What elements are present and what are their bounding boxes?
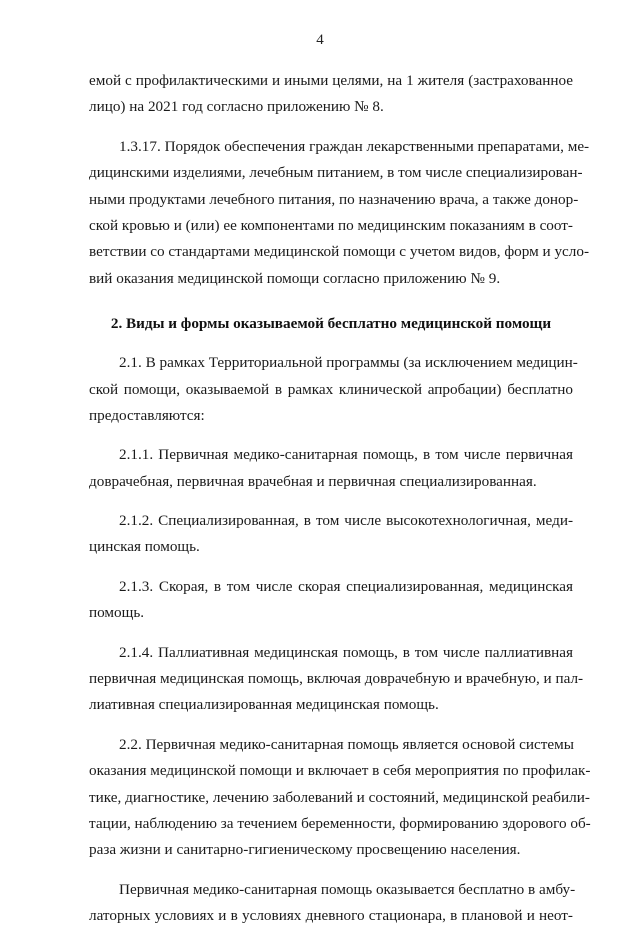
text-line: 2.1.4. Паллиативная медицинская помощь, в том числе паллиативная — [119, 643, 573, 661]
text-line: тации, наблюдению за течением беременности, формированию здорового об- — [89, 814, 591, 832]
text-line: ской кровью и (или) ее компонентами по медицинским показаниям в соот- — [89, 216, 573, 234]
text-line: 2.1.2. Специализированная, в том числе высокотехнологичная, меди- — [119, 512, 573, 530]
text-line: цинская помощь. — [89, 538, 200, 556]
paragraph — [89, 350, 578, 429]
paragraph — [89, 508, 573, 561]
paragraph — [89, 640, 584, 719]
text-line: раза жизни и санитарно-гигиеническому просвещению населения. — [89, 841, 521, 859]
paragraph — [89, 442, 573, 495]
text-line: 2.1.3. Скорая, в том числе скорая специализированная, медицинская — [119, 577, 573, 595]
text-line: 2.2. Первичная медико-санитарная помощь является основой системы — [119, 735, 574, 753]
text-line: дицинскими изделиями, лечебным питанием, в том числе специализирован- — [89, 164, 583, 182]
text-line: первичная медицинская помощь, включая доврачебную и врачебную, и пал- — [89, 670, 584, 688]
text-line: ветствии со стандартами медицинской помощи с учетом видов, форм и усло- — [89, 243, 590, 261]
text-line: лицо) на 2021 год согласно приложению № 8. — [89, 98, 384, 116]
text-line: вий оказания медицинской помощи согласно приложению № 9. — [89, 269, 501, 287]
page-number: 4 — [316, 32, 324, 48]
paragraph — [89, 68, 573, 121]
text-line: оказания медицинской помощи и включает в себя мероприятия по профилак- — [89, 762, 591, 780]
text-line: 2.1. В рамках Территориальной программы (за исключением медицин- — [119, 354, 578, 372]
text-line: предоставляются: — [89, 406, 205, 424]
text-line: ской помощи, оказываемой в рамках клинической апробации) бесплатно — [89, 380, 573, 398]
paragraph — [89, 134, 590, 292]
text-line: лиативная специализированная медицинская помощь. — [89, 696, 439, 714]
text-line: 2.1.1. Первичная медико-санитарная помощь, в том числе первичная — [119, 446, 573, 464]
text-line: доврачебная, первичная врачебная и первичная специализированная. — [89, 472, 537, 490]
text-line: помощь. — [89, 604, 145, 622]
document-body — [89, 68, 591, 930]
paragraph — [89, 877, 576, 930]
text-line: ными продуктами лечебного питания, по назначению врача, а также донор- — [89, 190, 579, 208]
text-line: емой с профилактическими и иными целями, на 1 жителя (застрахованное — [89, 72, 573, 89]
text-line: Первичная медико-санитарная помощь оказывается бесплатно в амбу- — [119, 880, 576, 898]
text-line: латорных условиях и в условиях дневного стационара, в плановой и неот- — [89, 907, 573, 925]
paragraph — [89, 732, 591, 864]
text-line: тике, диагностике, лечению заболеваний и состояний, медицинской реабили- — [89, 788, 590, 806]
section-heading: 2. Виды и формы оказываемой бесплатно медицинской помощи — [110, 315, 552, 333]
text-line: 1.3.17. Порядок обеспечения граждан лекарственными препаратами, ме- — [119, 137, 590, 155]
paragraph — [89, 574, 573, 627]
